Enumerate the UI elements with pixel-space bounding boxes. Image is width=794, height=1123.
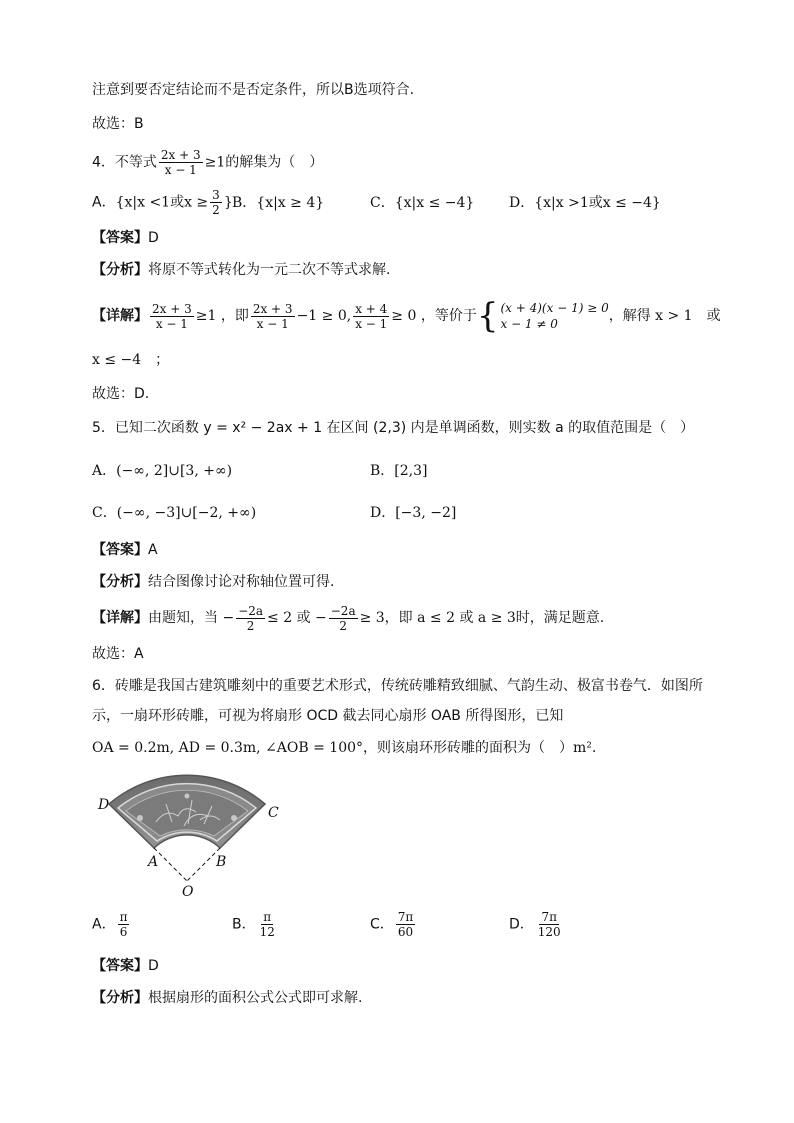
q4-analysis: 【分析】将原不等式转化为一元二次不等式求解. [92, 262, 391, 278]
q6-answer: 【答案】D [92, 958, 159, 974]
q5-option-d: D．[−3, −2] [370, 505, 457, 521]
label-O: O [182, 884, 194, 898]
q5-option-c: C．(−∞, −3]∪[−2, +∞) [92, 505, 257, 521]
q6-analysis: 【分析】根据扇形的面积公式公式即可求解. [92, 990, 363, 1006]
label-C: C [268, 805, 279, 821]
q5-option-b: B．[2,3] [370, 463, 428, 479]
choose-line: 故选：B [92, 116, 144, 132]
question-4-stem: 4．不等式 $\frac{2x + 3}{x - 1}$ ≥1的解集为（ ） [92, 148, 324, 177]
q6-option-c: C． $\frac{7\pi}{60}$ [370, 910, 414, 939]
q4-option-a: A．{x|x <1或x ≥ $\frac{3}{2}$ } [92, 188, 233, 217]
question-6-line3: OA = 0.2m, AD = 0.3m, ∠AOB = 100°，则该扇环形砖雕的面积为（ ）m². [92, 740, 597, 756]
label-D: D [98, 797, 110, 813]
q4-answer: 【答案】D [92, 230, 159, 246]
question-6-line2: 示，一扇环形砖雕，可视为将扇形 OCD 截去同心扇形 OAB 所得图形，已知 [92, 708, 564, 724]
equation-system: { (x + 4)(x − 1) ≥ 0 x − 1 ≠ 0 [476, 296, 609, 336]
q5-analysis: 【分析】结合图像讨论对称轴位置可得. [92, 574, 335, 590]
question-5-stem: 5．已知二次函数 y = x² − 2ax + 1 在区间 (2,3) 内是单调函数，则实数 a 的取值范围是（ ） [92, 420, 695, 436]
brick-carving-figure [96, 774, 286, 898]
q6-option-a: A． $\frac{\pi}{6}$ [92, 910, 128, 939]
label-A: A [148, 854, 159, 870]
q5-choose: 故选：A [92, 646, 144, 662]
q4-option-c: C．{x|x ≤ −4} [370, 195, 475, 211]
fraction: $\frac{2x + 3}{x - 1}$ [160, 148, 201, 177]
text-line: 注意到要否定结论而不是否定条件，所以B选项符合. [92, 82, 415, 98]
label-B: B [216, 854, 227, 870]
q4-option-b: B．{x|x ≥ 4} [232, 195, 325, 211]
q5-option-a: A．(−∞, 2]∪[3, +∞) [92, 463, 233, 479]
q4-choose: 故选：D. [92, 386, 150, 402]
q5-detail: 【详解】由题知，当 − $\frac{-2a}{2}$ ≤ 2 或 − $\frac{-2a}{2}$ ≥ 3，即 a ≤ 2 或 a ≥ 3时，满足题意. [92, 603, 605, 633]
q6-option-d: D． $\frac{7\pi}{120}$ [509, 910, 561, 939]
q4-option-d: D．{x|x >1或x ≤ −4} [509, 195, 661, 211]
q4-detail-cont: x ≤ −4 ； [92, 352, 170, 368]
q4-detail: 【详解】 $\frac{2x + 3}{x - 1}$ ≥1 ，即 $\frac{2x + 3}{x - 1}$ −1 ≥ 0, $\frac{x + 4}{x - 1}$ ≥ 0 ，等价于 { (x + 4)(x − 1) ≥ 0 x − 1 ≠ 0 ，解得 x > 1 或 [92, 296, 721, 336]
question-6-line1: 6．砖雕是我国古建筑雕刻中的重要艺术形式，传统砖雕精致细腻、气韵生动、极富书卷气．如图所 [92, 678, 703, 694]
q5-answer: 【答案】A [92, 542, 158, 558]
q6-option-b: B． $\frac{\pi}{12}$ [232, 910, 275, 939]
